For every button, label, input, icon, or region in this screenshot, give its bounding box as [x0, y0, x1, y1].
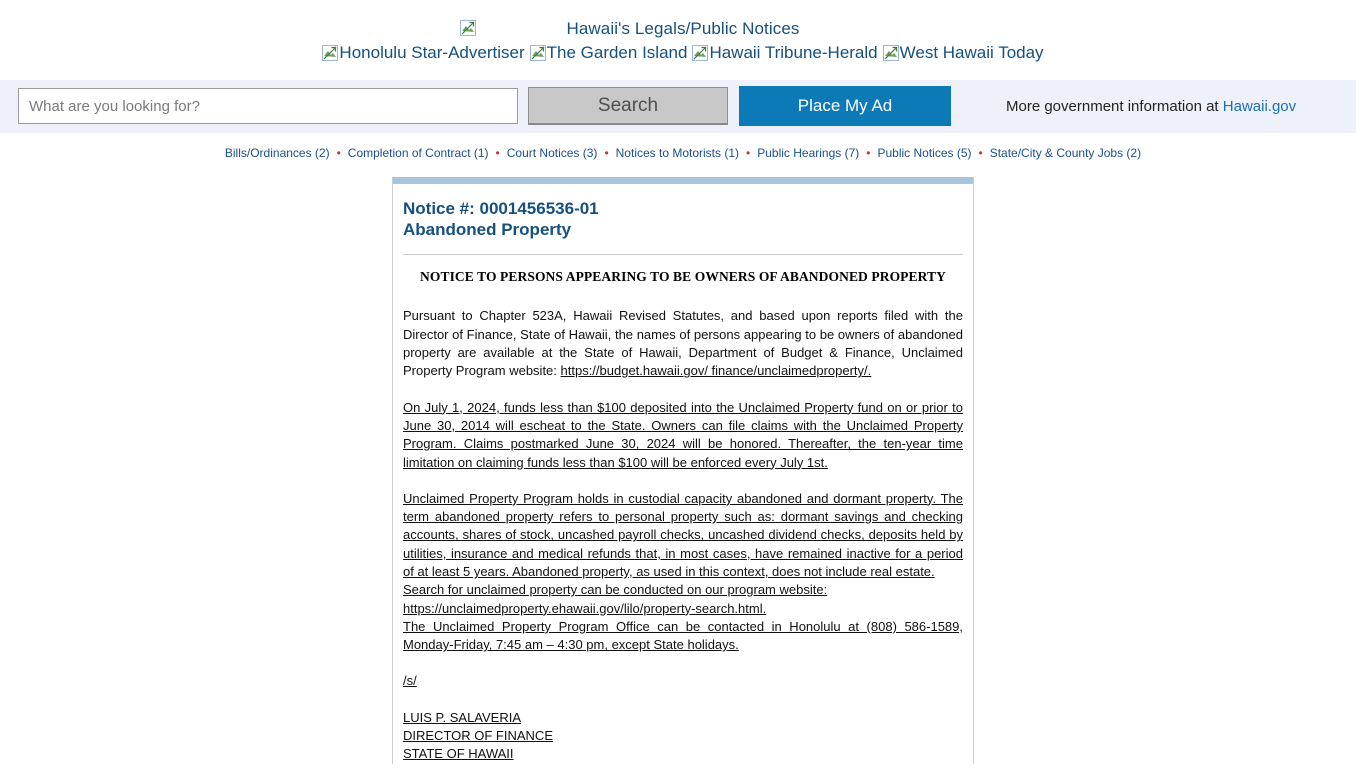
- notice-text: [403, 307, 963, 763]
- broken-image-icon: [322, 45, 338, 61]
- place-my-ad-button[interactable]: Place My Ad: [739, 86, 951, 126]
- nav-separator: •: [746, 145, 751, 160]
- unclaimed-property-program-link[interactable]: https://budget.hawaii.gov/ finance/unclaimedproperty/.: [560, 363, 872, 379]
- search-bar: [0, 80, 1356, 133]
- signature-mark-paragraph: [403, 672, 963, 690]
- category-link-public-notices[interactable]: Public Notices (5): [877, 145, 972, 160]
- publication-link-west-hawaii-today[interactable]: [883, 42, 1044, 65]
- publication-link-star-advertiser[interactable]: [322, 42, 524, 65]
- notice-number: Notice #: 0001456536-01: [403, 198, 599, 218]
- masthead-top-row: [0, 18, 1366, 40]
- notice-paragraph-3: Unclaimed Property Program holds in custodial capacity abandoned and dormant property. The term abandoned property refers to personal property such as: dormant savings and checking accounts, shares of stock, uncashed payroll checks, uncashed dividend checks, deposits held by utilities, insurance and medical refunds that, in most cases, have remained inactive for a period of at least 5 years. Abandoned property, as used in this context, does not include real estate.: [403, 490, 963, 579]
- notice-divider: [403, 254, 963, 255]
- search-button[interactable]: Search: [528, 87, 728, 125]
- nav-separator: •: [978, 145, 983, 160]
- signer-organization: STATE OF HAWAII: [403, 746, 514, 762]
- category-link-state-city-county-jobs[interactable]: State/City & County Jobs (2): [989, 145, 1142, 160]
- notice-paragraph-4-line-2: [403, 600, 963, 618]
- publication-label: The Garden Island: [546, 43, 688, 62]
- government-info-text: More government information at: [1006, 97, 1223, 115]
- publication-label: Hawaii Tribune-Herald: [709, 43, 878, 62]
- property-search-link[interactable]: https://unclaimedproperty.ehawaii.gov/lilo/property-search.html.: [403, 600, 767, 616]
- category-link-public-hearings[interactable]: Public Hearings (7): [757, 145, 860, 160]
- notice-body-box: [392, 184, 974, 764]
- publication-label: Honolulu Star-Advertiser: [339, 43, 525, 62]
- category-link-court-notices[interactable]: Court Notices (3): [506, 145, 598, 160]
- broken-image-icon: [883, 45, 899, 61]
- hawaii-gov-link[interactable]: Hawaii.gov: [1222, 97, 1297, 115]
- notice-category: Abandoned Property: [403, 220, 572, 240]
- notice-paragraph-5: The Unclaimed Property Program Office can be contacted in Honolulu at (808) 586-1589, Monday-Friday, 7:45 am – 4:30 pm, except State holidays.: [403, 618, 963, 653]
- category-link-completion-of-contract[interactable]: Completion of Contract (1): [347, 145, 489, 160]
- notice-container: [392, 177, 974, 764]
- signature-block: [403, 709, 963, 764]
- nav-separator: •: [604, 145, 609, 160]
- notice-paragraph-2: On July 1, 2024, funds less than $100 deposited into the Unclaimed Property fund on or prior to June 30, 2014 will escheat to the State. Owners can file claims with the Unclaimed Property Program. Claims postmarked June 30, 2024 will be honored. Thereafter, the ten-year time limitation on claiming funds less than $100 will be enforced every July 1st.: [403, 399, 963, 470]
- publication-list: [0, 42, 1366, 65]
- notice-top-accent-bar: [392, 177, 974, 184]
- category-link-notices-to-motorists[interactable]: Notices to Motorists (1): [615, 145, 740, 160]
- search-input[interactable]: [18, 88, 518, 124]
- signature-spacer: [403, 691, 963, 709]
- site-title: Hawaii's Legals/Public Notices: [566, 19, 800, 38]
- publication-label: West Hawaii Today: [899, 43, 1044, 62]
- masthead: [0, 0, 1366, 65]
- notice-paragraph-1: [403, 307, 963, 380]
- signer-title: DIRECTOR OF FINANCE: [403, 728, 553, 744]
- notice-paragraph-1-text: Pursuant to Chapter 523A, Hawaii Revised Statutes, and based upon reports filed with the Director of Finance, State of Hawaii, the names of persons appearing to be owners of abandoned property are available at the State of Hawaii, Department of Budget & Finance, Unclaimed Property Program website:: [403, 308, 963, 379]
- publication-link-tribune-herald[interactable]: [692, 42, 877, 65]
- notice-headline: NOTICE TO PERSONS APPEARING TO BE OWNERS OF ABANDONED PROPERTY: [420, 269, 946, 285]
- nav-separator: •: [866, 145, 871, 160]
- publication-link-garden-island[interactable]: [530, 42, 688, 65]
- category-link-bills-ordinances[interactable]: Bills/Ordinances (2): [224, 145, 330, 160]
- category-nav: [0, 146, 1366, 160]
- notice-paragraph-4-line-1: Search for unclaimed property can be conducted on our program website:: [403, 582, 828, 598]
- government-info-note: [1006, 98, 1296, 115]
- nav-separator: •: [336, 145, 341, 160]
- signer-name: LUIS P. SALAVERIA: [403, 709, 522, 725]
- nav-separator: •: [495, 145, 500, 160]
- signature-mark: /s/: [403, 673, 417, 689]
- broken-image-icon: [692, 45, 708, 61]
- broken-image-icon: [530, 45, 546, 61]
